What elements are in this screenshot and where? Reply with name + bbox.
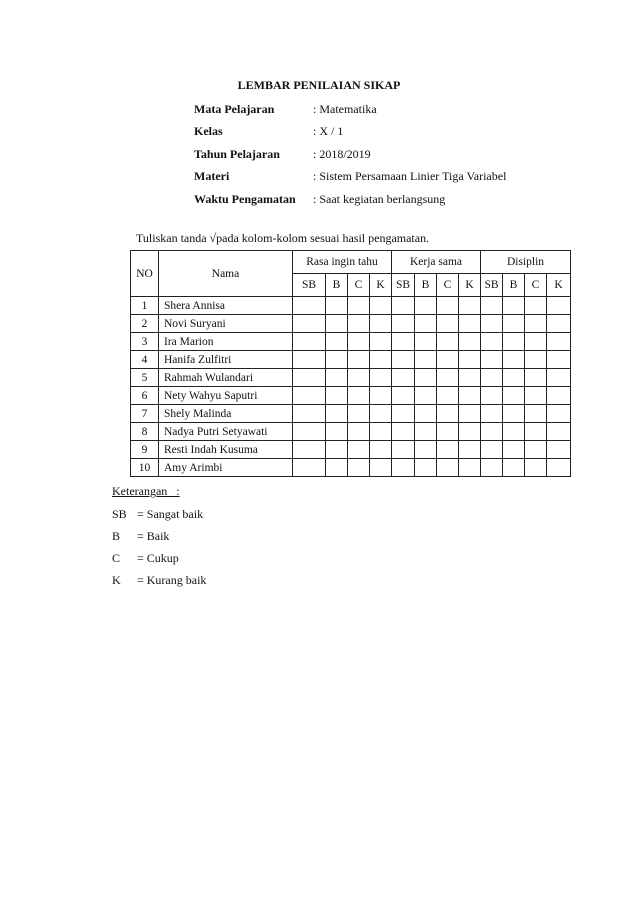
group-header-curiosity: Rasa ingin tahu [293,251,392,274]
check-cell[interactable] [370,333,392,351]
check-cell[interactable] [415,351,437,369]
check-cell[interactable] [326,315,348,333]
check-cell[interactable] [326,387,348,405]
check-cell[interactable] [437,297,459,315]
check-cell[interactable] [459,315,481,333]
subheader-c: C [348,274,370,297]
student-name: Amy Arimbi [159,459,293,477]
check-cell[interactable] [547,387,571,405]
check-cell[interactable] [415,297,437,315]
page-title: LEMBAR PENILAIAN SIKAP [237,78,401,92]
check-cell[interactable] [348,297,370,315]
row-number: 4 [131,351,159,369]
check-cell[interactable] [503,369,525,387]
check-cell[interactable] [481,387,503,405]
legend-desc: = Baik [137,529,170,543]
check-cell[interactable] [348,369,370,387]
table-row [131,441,571,459]
check-cell[interactable] [293,459,326,477]
check-cell[interactable] [326,351,348,369]
check-cell[interactable] [348,423,370,441]
check-cell[interactable] [459,423,481,441]
subheader-sb: SB [481,274,503,297]
legend-desc: = Cukup [137,551,179,565]
check-cell[interactable] [293,369,326,387]
check-cell[interactable] [437,459,459,477]
legend-title: Keterangan : [112,484,180,498]
info-row-time [194,188,506,211]
legend-abbr: B [112,529,121,543]
student-name: Nadya Putri Setyawati [159,423,293,441]
info-row-year [194,143,506,166]
instruction-text: Tuliskan tanda √pada kolom-kolom sesuai hasil pengamatan. [136,231,430,245]
check-cell[interactable] [348,459,370,477]
check-cell[interactable] [392,315,415,333]
subheader-k: K [547,274,571,297]
row-number: 9 [131,441,159,459]
info-value: : 2018/2019 [313,146,371,161]
table-row [131,459,571,477]
check-cell[interactable] [293,297,326,315]
check-cell[interactable] [293,405,326,423]
subheader-k: K [370,274,392,297]
check-cell[interactable] [547,441,571,459]
check-cell[interactable] [503,315,525,333]
check-cell[interactable] [392,369,415,387]
check-cell[interactable] [459,333,481,351]
legend-item [112,529,169,544]
legend-item [112,573,206,588]
subheader-sb: SB [293,274,326,297]
subheader-c: C [525,274,547,297]
check-cell[interactable] [459,441,481,459]
check-cell[interactable] [392,351,415,369]
check-cell[interactable] [326,333,348,351]
legend-item [112,551,179,566]
info-row-material [194,166,506,189]
check-cell[interactable] [370,351,392,369]
check-cell[interactable] [392,387,415,405]
check-cell[interactable] [459,459,481,477]
check-cell[interactable] [525,315,547,333]
check-cell[interactable] [547,315,571,333]
check-cell[interactable] [481,333,503,351]
check-cell[interactable] [326,405,348,423]
check-cell[interactable] [326,369,348,387]
check-cell[interactable] [370,297,392,315]
check-cell[interactable] [503,405,525,423]
table-row [131,423,571,441]
check-cell[interactable] [348,441,370,459]
check-cell[interactable] [525,387,547,405]
check-cell[interactable] [392,297,415,315]
check-cell[interactable] [459,405,481,423]
check-cell[interactable] [481,297,503,315]
check-cell[interactable] [525,405,547,423]
check-cell[interactable] [503,333,525,351]
table-row [131,387,571,405]
check-cell[interactable] [547,459,571,477]
check-cell[interactable] [326,441,348,459]
check-cell[interactable] [437,351,459,369]
subheader-b: B [415,274,437,297]
check-cell[interactable] [392,441,415,459]
subheader-b: B [326,274,348,297]
student-name: Novi Suryani [159,315,293,333]
assessment-table [130,250,571,477]
check-cell[interactable] [525,351,547,369]
check-cell[interactable] [293,351,326,369]
check-cell[interactable] [437,423,459,441]
check-cell[interactable] [437,333,459,351]
check-cell[interactable] [481,351,503,369]
check-cell[interactable] [293,333,326,351]
info-row-subject [194,98,506,121]
check-cell[interactable] [415,369,437,387]
check-cell[interactable] [348,333,370,351]
check-cell[interactable] [370,405,392,423]
info-table [194,98,506,211]
check-cell[interactable] [503,441,525,459]
check-cell[interactable] [392,405,415,423]
check-cell[interactable] [415,459,437,477]
table-row [131,315,571,333]
check-cell[interactable] [348,387,370,405]
row-number: 5 [131,369,159,387]
check-cell[interactable] [415,333,437,351]
check-cell[interactable] [481,423,503,441]
check-cell[interactable] [503,297,525,315]
check-cell[interactable] [547,297,571,315]
check-cell[interactable] [503,351,525,369]
check-cell[interactable] [415,315,437,333]
check-cell[interactable] [547,369,571,387]
check-cell[interactable] [525,459,547,477]
check-cell[interactable] [547,423,571,441]
info-row-class [194,121,506,144]
check-cell[interactable] [415,387,437,405]
info-label: Tahun Pelajaran [194,146,280,161]
group-header-teamwork: Kerja sama [392,251,481,274]
student-name: Rahmah Wulandari [159,369,293,387]
legend-item [112,507,203,522]
check-cell[interactable] [326,423,348,441]
check-cell[interactable] [481,405,503,423]
check-cell[interactable] [437,369,459,387]
check-cell[interactable] [415,405,437,423]
row-number: 1 [131,297,159,315]
check-cell[interactable] [370,315,392,333]
check-cell[interactable] [326,459,348,477]
check-cell[interactable] [503,423,525,441]
check-cell[interactable] [547,333,571,351]
legend-abbr: C [112,551,121,565]
info-label: Kelas [194,124,223,139]
check-cell[interactable] [503,387,525,405]
check-cell[interactable] [415,423,437,441]
legend-abbr: SB [112,507,127,521]
check-cell[interactable] [437,405,459,423]
check-cell[interactable] [370,459,392,477]
check-cell[interactable] [293,315,326,333]
student-name: Shely Malinda [159,405,293,423]
check-cell[interactable] [392,423,415,441]
check-cell[interactable] [370,369,392,387]
check-cell[interactable] [437,441,459,459]
check-cell[interactable] [437,315,459,333]
info-label: Waktu Pengamatan [194,191,296,206]
subheader-c: C [437,274,459,297]
check-cell[interactable] [525,297,547,315]
check-cell[interactable] [392,333,415,351]
table-row [131,297,571,315]
check-cell[interactable] [547,351,571,369]
check-cell[interactable] [525,423,547,441]
subheader-sb: SB [392,274,415,297]
check-cell[interactable] [348,315,370,333]
check-cell[interactable] [370,387,392,405]
check-cell[interactable] [459,369,481,387]
table-row [131,405,571,423]
table-row [131,369,571,387]
check-cell[interactable] [326,297,348,315]
check-cell[interactable] [392,459,415,477]
check-cell[interactable] [459,351,481,369]
check-cell[interactable] [348,351,370,369]
info-label: Materi [194,169,230,184]
check-cell[interactable] [293,387,326,405]
info-value: : Matematika [313,101,377,116]
check-cell[interactable] [415,441,437,459]
check-cell[interactable] [525,369,547,387]
table-row [131,351,571,369]
subheader-b: B [503,274,525,297]
row-number: 2 [131,315,159,333]
check-cell[interactable] [459,297,481,315]
check-cell[interactable] [348,405,370,423]
row-number: 7 [131,405,159,423]
row-number: 8 [131,423,159,441]
row-number: 6 [131,387,159,405]
info-value: : Sistem Persamaan Linier Tiga Variabel [313,169,507,184]
check-cell[interactable] [370,441,392,459]
legend-abbr: K [112,573,121,587]
col-header-name: Nama [159,251,293,297]
check-cell[interactable] [525,441,547,459]
check-cell[interactable] [459,387,481,405]
check-cell[interactable] [481,369,503,387]
student-name: Ira Marion [159,333,293,351]
legend-desc: = Sangat baik [137,507,204,521]
check-cell[interactable] [481,441,503,459]
student-name: Hanifa Zulfitri [159,351,293,369]
table-header-row [131,251,571,274]
legend-desc: = Kurang baik [137,573,207,587]
subheader-k: K [459,274,481,297]
check-cell[interactable] [370,423,392,441]
check-cell[interactable] [547,405,571,423]
info-label: Mata Pelajaran [194,101,275,116]
info-value: : X / 1 [313,124,344,139]
row-number: 3 [131,333,159,351]
check-cell[interactable] [293,423,326,441]
group-header-discipline: Disiplin [481,251,571,274]
check-cell[interactable] [481,315,503,333]
check-cell[interactable] [525,333,547,351]
row-number: 10 [131,459,159,477]
check-cell[interactable] [503,459,525,477]
student-name: Shera Annisa [159,297,293,315]
check-cell[interactable] [437,387,459,405]
col-header-no: NO [131,251,159,297]
info-value: : Saat kegiatan berlangsung [313,191,446,206]
table-row [131,333,571,351]
student-name: Resti Indah Kusuma [159,441,293,459]
student-name: Nety Wahyu Saputri [159,387,293,405]
check-cell[interactable] [481,459,503,477]
check-cell[interactable] [293,441,326,459]
